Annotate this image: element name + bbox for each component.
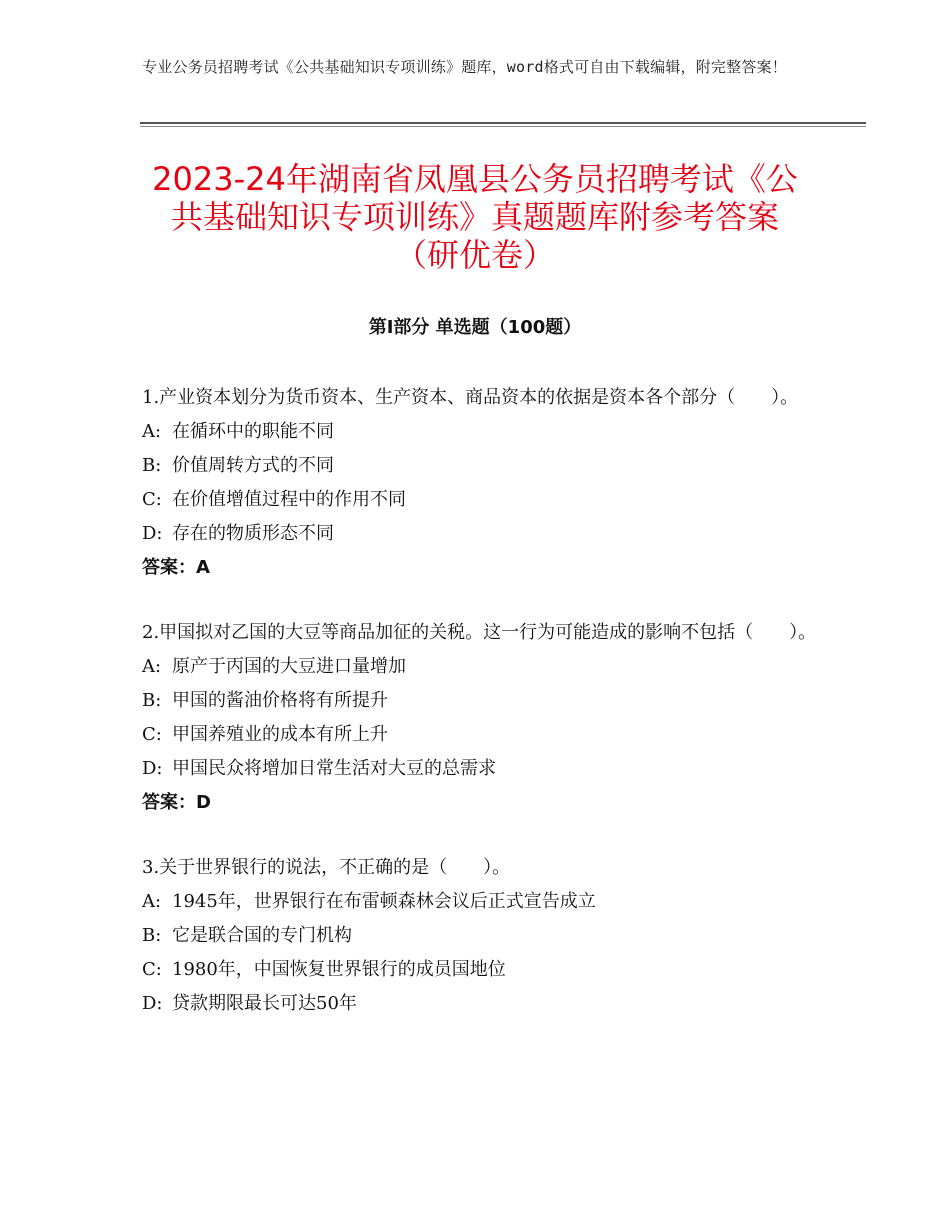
option-letter: C:: [142, 724, 162, 745]
option-a: [142, 885, 822, 919]
document-title: 2023-24年湖南省凤凰县公务员招聘考试《公共基础知识专项训练》真题题库附参考答案（研优卷）: [152, 160, 798, 274]
option-letter: C:: [142, 959, 162, 980]
option-d: [142, 987, 822, 1021]
option-text: 甲国民众将增加日常生活对大豆的总需求: [172, 758, 496, 779]
option-letter: C:: [142, 489, 162, 510]
option-text: 1980年，中国恢复世界银行的成员国地位: [172, 959, 506, 980]
question-2: [142, 616, 822, 820]
option-b: [142, 684, 822, 718]
header-divider-thin: [140, 126, 866, 127]
option-letter: B:: [142, 455, 162, 476]
option-letter: A:: [142, 656, 162, 677]
option-text: 甲国养殖业的成本有所上升: [172, 724, 388, 745]
header-note: 专业公务员招聘考试《公共基础知识专项训练》题库，word格式可自由下载编辑，附完整答案！: [142, 58, 787, 76]
section-heading: 第I部分 单选题（100题）: [368, 317, 582, 338]
header-divider-thick: [140, 122, 866, 124]
option-letter: A:: [142, 891, 162, 912]
option-d: [142, 752, 822, 786]
option-b: [142, 919, 822, 953]
option-text: 1945年，世界银行在布雷顿森林会议后正式宣告成立: [172, 891, 596, 912]
option-text: 在循环中的职能不同: [172, 421, 334, 442]
option-letter: D:: [142, 993, 163, 1014]
option-b: [142, 449, 822, 483]
option-c: [142, 483, 822, 517]
option-text: 存在的物质形态不同: [172, 523, 334, 544]
option-text: 原产于丙国的大豆进口量增加: [172, 656, 406, 677]
option-c: [142, 718, 822, 752]
question-list: [142, 381, 822, 1052]
question-stem: 1.产业资本划分为货币资本、生产资本、商品资本的依据是资本各个部分（ ）。: [142, 387, 799, 408]
question-stem: 3.关于世界银行的说法，不正确的是（ ）。: [142, 857, 511, 878]
option-d: [142, 517, 822, 551]
option-letter: B:: [142, 925, 162, 946]
option-c: [142, 953, 822, 987]
option-letter: A:: [142, 421, 162, 442]
question-3: [142, 851, 822, 1021]
question-stem: 2.甲国拟对乙国的大豆等商品加征的关税。这一行为可能造成的影响不包括（ ）。: [142, 622, 817, 643]
answer-line: 答案：A: [142, 557, 210, 578]
option-text: 贷款期限最长可达50年: [172, 993, 357, 1014]
option-letter: D:: [142, 523, 163, 544]
option-a: [142, 415, 822, 449]
option-letter: B:: [142, 690, 162, 711]
option-letter: D:: [142, 758, 163, 779]
answer-line: 答案：D: [142, 792, 211, 813]
option-a: [142, 650, 822, 684]
option-text: 它是联合国的专门机构: [172, 925, 352, 946]
option-text: 价值周转方式的不同: [172, 455, 334, 476]
option-text: 甲国的酱油价格将有所提升: [172, 690, 388, 711]
option-text: 在价值增值过程中的作用不同: [172, 489, 406, 510]
question-1: [142, 381, 822, 585]
